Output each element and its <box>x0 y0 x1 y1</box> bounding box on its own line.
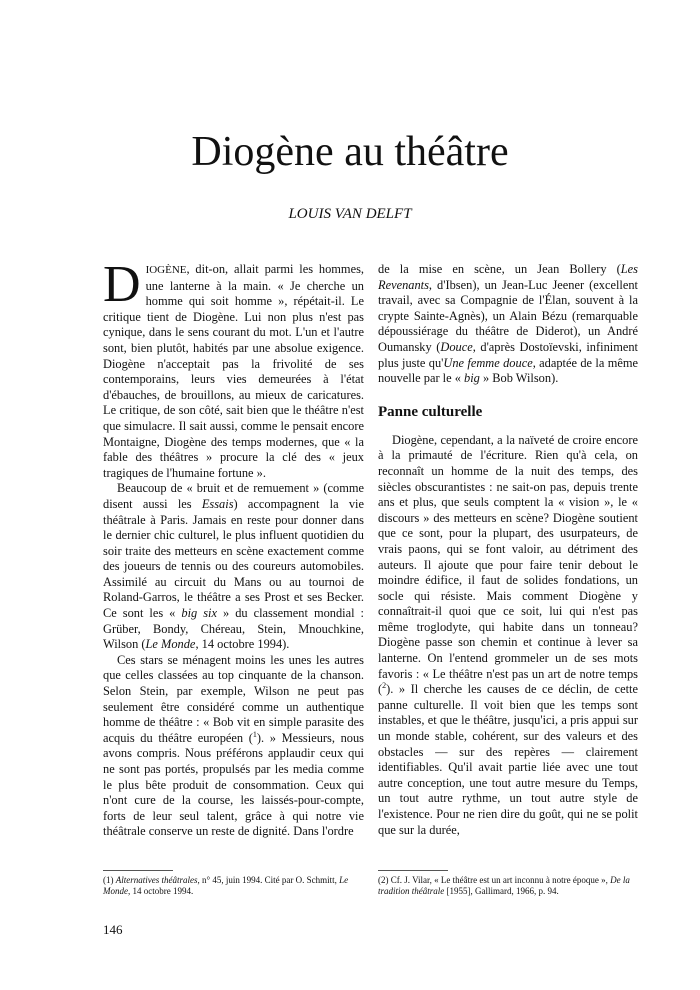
footnote-ref-2[interactable]: 2 <box>382 681 387 691</box>
article-title: Diogène au théâtre <box>191 129 509 175</box>
section-heading: Panne culturelle <box>378 403 483 420</box>
paragraph-2: Beaucoup de « bruit et de remuement » (comme disent aussi les Essais) accompagnent la vie théâtrale à Paris. Jamais en reste pour donner dans le dernier chic culturel, le plus influent quotidien du soir traite des metteurs en scène exactement comme des joueurs de tennis ou des coureurs automobiles. Assimilé au circuit du Mans ou au tournoi de Roland-Garros, le théâtre a ses Prost et ses Becker. Ce sont les « big six » du classement mondial : Grüber, Bondy, Chéreau, Stein, Mnouchkine, Wilson (Le Monde, 14 octobre 1994). <box>103 481 364 652</box>
footnote-ref-1[interactable]: 1 <box>252 729 257 739</box>
paragraph-5: Diogène, cependant, a la naïveté de croire encore à la primauté de l'écriture. Rien qu'à cela, on reconnaît un homme de la nuit des temps, des siècles obscurantistes : ne sait-on pas, depuis trente ans et plus, que seuls comptent la « vision », le « discours » des metteurs en scène? Diogène soutient que ce sont, pour la plupart, des usurpateurs, de vrais paons, qui se font valoir, au détriment des auteurs. Il ajoute que pour faire tenir debout le moindre édifice, il faut de solides fondations, un socle qui résiste. Mais comment Diogène y connaîtrait-il quoi que ce soit, lui qui n'est pas même troglodyte, qui habite dans un tonneau? Diogène passe son chemin et continue à lever sa lanterne. On l'entend grommeler un de ses mots favoris : « Le théâtre n'est pas un art de notre temps ($^2$). » Il cherche les causes de ce déclin, de cette panne culturelle. Il voit bien que les temps sont instables, et que le théâtre, jusqu'ici, a pris appui sur un monde stable, cohérent, sur des valeurs et des obstacles — sur des repères — clairement identifiables. Qu'il avait partie liée avec une tout autre conception, une tout autre mesure du Temps, un tout autre rythme, un tout autre style de l'existence. Pour ne rien dire du goût, qui ne se polit que sur la durée, <box>378 432 638 837</box>
first-word-small-caps: IOGÈNE <box>145 264 187 276</box>
footnote-rule <box>103 870 173 871</box>
drop-cap: D <box>103 256 141 313</box>
footnote-rule <box>378 870 448 871</box>
paragraph-4: de la mise en scène, un Jean Bollery (Les Revenants, d'Ibsen), un Jean-Luc Jeener (excellent travail, avec sa Compagnie de l'Élan, souvent à la crypte Sainte-Agnès), un Alain Bézu (remarquable dépoussiérage du théâtre de Diderot), un André Oumansky (Douce, d'après Dostoïevski, infiniment plus juste qu'Une femme douce, adaptée de la même nouvelle par le « big » Bob Wilson). <box>378 262 638 386</box>
footnote-2: (2) Cf. J. Vilar, « Le théâtre est un art inconnu à notre époque », De la tradition théâtrale [1955], Gallimard, 1966, p. 94. <box>378 870 638 897</box>
footnote-1: (1) Alternatives théâtrales, n° 45, juin 1994. Cité par O. Schmitt, Le Monde, 14 octobre 1994. <box>103 870 364 897</box>
right-column <box>378 262 638 838</box>
paragraph-3: Ces stars se ménagent moins les unes les autres que celles classées au top cinquante de la chanson. Selon Stein, par exemple, Wilson ne peut pas seulement être considéré comme un authentique homme de théâtre : « Bob vit en simple parasite des acquis du théâtre européen ($^1$). » Messieurs, nous avons compris. Nous préférons applaudir ceux qui ne sont pas portés, propulsés par les media comme le plus bête produit de consommation. Ceux qui n'ont cure de la course, les laissés-pour-compte, forts de leur seul talent, grâce à qui notre vie théâtrale conserve un reste de dignité. Dans l'ordre <box>103 652 364 839</box>
page-number: 146 <box>103 922 123 937</box>
paragraph-1: DIOGÈNE, dit-on, allait parmi les hommes, une lanterne à la main. « Je cherche un homme qui soit homme », répétait-il. Le critique tient de Diogène. Lui non plus n'est pas cynique, dans le sens courant du mot. L'un et l'autre sont, bien plutôt, habités par une absolue exigence. Diogène n'acceptait pas la frivolité de ses contemporains, leurs vies demeurées à l'état d'ébauches, de brouillons, au mieux de caricatures. Le critique, de son côté, sait bien que le théâtre n'est que simulacre. Il sait aussi, comme le pensait encore Montaigne, Diogène des temps modernes, que « la fable des théâtres » procure la clé des « jeux tragiques de l'humaine fortune ». <box>103 256 364 480</box>
left-column <box>103 256 364 840</box>
article-author: LOUIS VAN DELFT <box>288 206 412 222</box>
